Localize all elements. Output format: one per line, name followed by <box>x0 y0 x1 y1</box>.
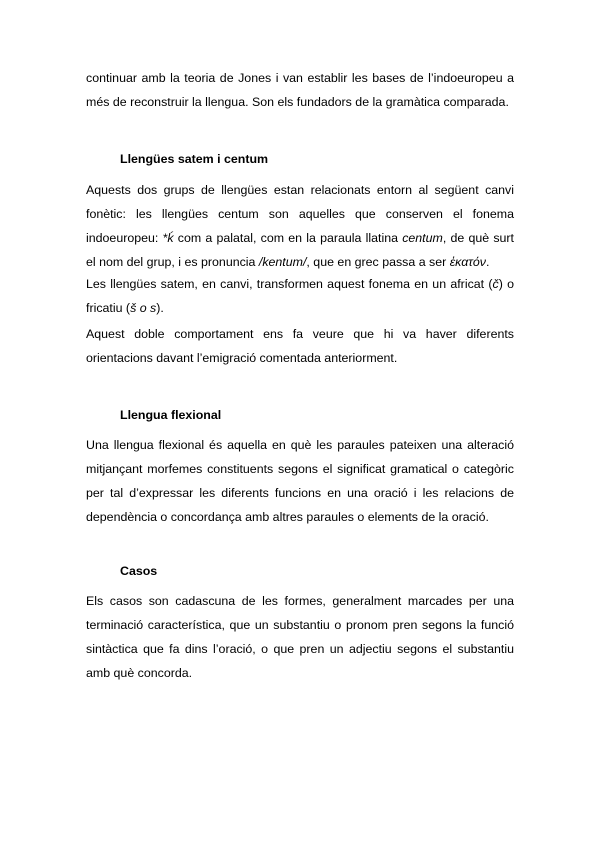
p2-africate: č <box>492 277 499 291</box>
p1-latin-word: centum <box>402 231 443 245</box>
heading-satem-centum: Llengües satem i centum <box>120 152 269 166</box>
p2-text-b: ) o fricatiu ( <box>86 277 514 315</box>
p1-text-d: , que en grec passa a ser <box>306 255 450 269</box>
satem-centum-paragraph-3: Aquest doble comportament ens fa veure que hi va haver diferents orientacions davant l’emigració comentada anteriorment. <box>86 327 514 365</box>
p2-text-a: Les llengües satem, en canvi, transformen aquest fonema en un africat ( <box>86 277 493 291</box>
satem-centum-paragraph-1 <box>86 178 514 274</box>
p2-text-c: ). <box>156 301 164 315</box>
p1-text-a: Aquests dos grups de llengües estan relacionats entorn al següent canvi fonètic: les llengües centum son aquelles que conserven el fonema indoeuropeu: <box>86 183 514 245</box>
p1-text-b: com a palatal, com en la paraula llatina <box>173 231 403 245</box>
p1-phoneme: *ḱ <box>162 231 174 245</box>
p1-text-c: , de què surt el nom del grup, i es pronuncia <box>86 231 514 269</box>
casos-paragraph: Els casos son cadascuna de les formes, generalment marcades per una terminació característica, que un substantiu o pronom pren segons la funció sintàctica que fa dins l’oració, o que pren un adjectiu segons el substantiu amb què concorda. <box>86 594 514 680</box>
p2-fricative: š o s <box>130 301 157 315</box>
heading-casos: Casos <box>120 564 158 578</box>
flexional-paragraph: Una llengua flexional és aquella en què les paraules pateixen una alteració mitjançant morfemes constituents segons el significat gramatical o categòric per tal d’expressar les diferents funcions en una oració i les relacions de dependència o concordança amb altres paraules o elements de la oració. <box>86 438 514 524</box>
p1-text-e: . <box>485 255 490 269</box>
p1-pronunciation: /kentum/ <box>258 255 307 269</box>
p1-greek-word: ἑκατόν <box>449 255 486 269</box>
intro-paragraph: continuar amb la teoria de Jones i van establir les bases de l’indoeuropeu a més de reconstruir la llengua. Son els fundadors de la gramàtica comparada. <box>86 71 514 109</box>
heading-llengua-flexional: Llengua flexional <box>120 408 222 422</box>
satem-centum-paragraph-2 <box>86 272 514 320</box>
